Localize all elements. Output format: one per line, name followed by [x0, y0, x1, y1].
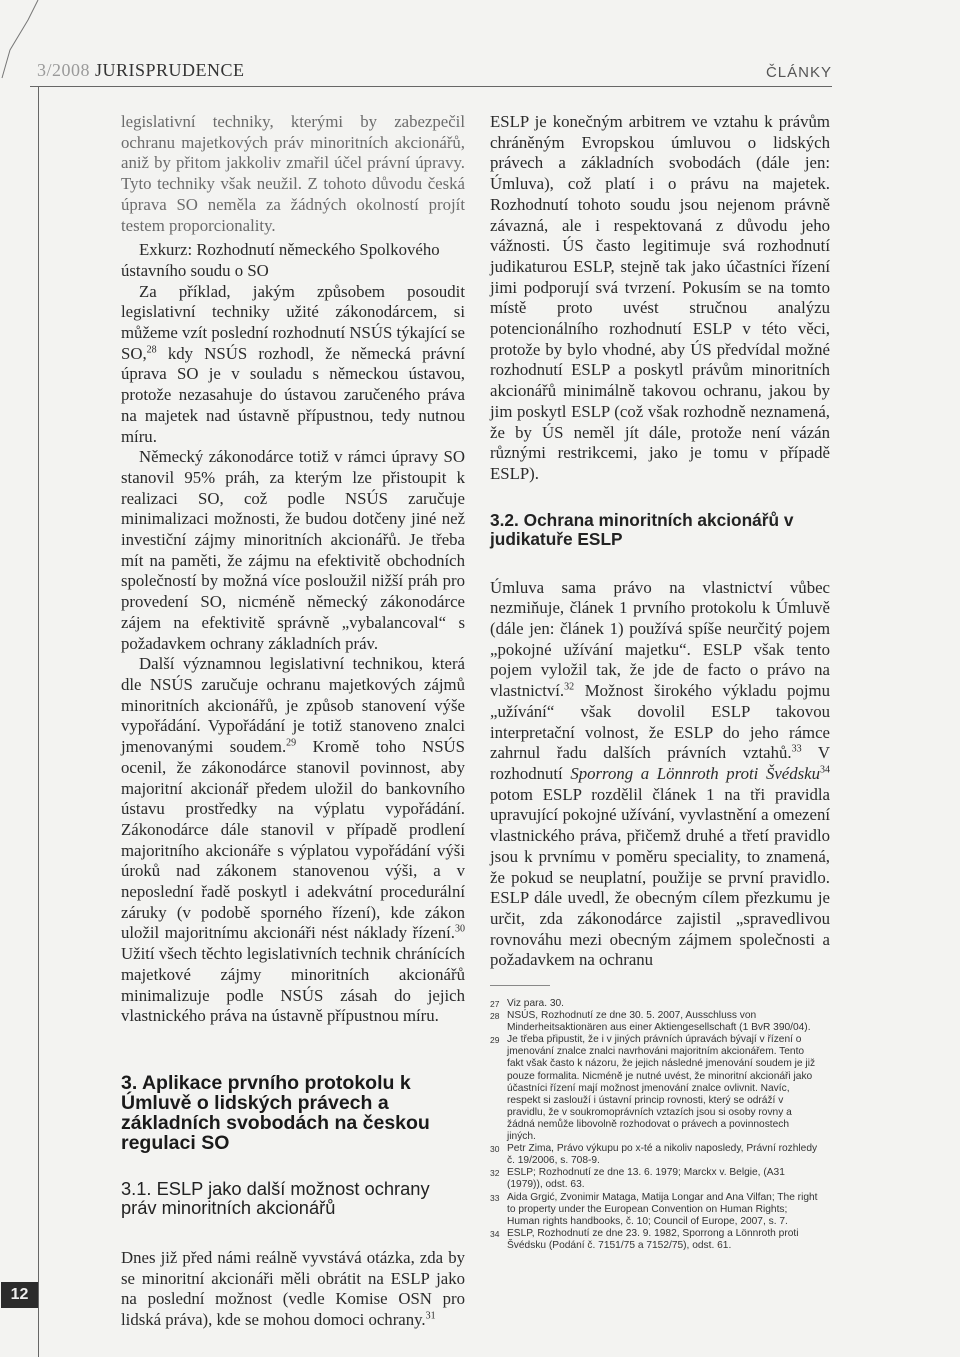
- header-rule: [30, 86, 832, 87]
- case-name: Sporrong a Lönnroth proti Švédsku: [570, 763, 821, 783]
- subsection-heading-3-2: 3.2. Ochrana minoritních akcionářů v judikatuře ESLP: [490, 509, 794, 550]
- section-label: ČLÁNKY: [765, 64, 832, 81]
- right-column: [490, 112, 830, 971]
- footnote-number: 30: [490, 1144, 500, 1155]
- section-heading-3: 3. Aplikace prvního protokolu k Úmluvě o lidských právech a základních svobodách na českou regulaci SO: [121, 1071, 430, 1154]
- footnote-ref[interactable]: 30: [455, 923, 465, 935]
- footnote-text: Je třeba připustit, že i v jiných právních úpravách bývají v řízení o jmenování znalce znalci navrhováni majoritním akcionářem. Tento fakt však často k názoru, že jejich následné jmenování soudem je již pouze formalita. Nicméně je nutné uvést, že minoritní akcionáři jako účastníci řízení mají možnost jmenování znalce ovlivnit. Navíc, respekt si zaslouží i ústavní princip rovnosti, který se odráží v pravidlu, že v soukromoprávních vztazích jsou si osoby rovny a žádná nemůže libovolně rozhodovat o právech a povinnostech jiných.: [507, 1034, 816, 1143]
- margin-rule: [38, 86, 39, 1357]
- footnote-ref[interactable]: 32: [564, 681, 575, 693]
- footnote-rule: [490, 985, 550, 986]
- footnote: [490, 1010, 820, 1034]
- journal-header: [37, 60, 245, 81]
- footnote: [490, 1192, 820, 1228]
- footnote-number: 32: [490, 1168, 500, 1179]
- paragraph: Za příklad, jakým způsobem posoudit legislativní techniky užité zákonodárcem, si můžeme vzít poslední rozhodnutí NSÚS týkající se SO,$^{28}$ kdy NSÚS rozhodl, že německá právní úprava SO je v souladu s německou ústavou, protože nezasahuje do ústavou zaručeného práva na majetek nad ústavně přípustnou, tedy nutnou míru.: [121, 281, 465, 446]
- footnote-text: Viz para. 30.: [507, 998, 565, 1009]
- footnote-number: 33: [490, 1192, 500, 1203]
- footnotes-block: [490, 998, 820, 1252]
- footnote-text: ESLP, Rozhodnutí ze dne 23. 9. 1982, Sporrong a Lönnroth proti Švédsku (Podání č. 7151/75 a 7152/75), odst. 61.: [507, 1227, 799, 1251]
- footnote-ref[interactable]: 33: [791, 743, 802, 755]
- issue-year: 3/2008: [37, 60, 91, 80]
- page-number: 12: [1, 1282, 38, 1308]
- footnote-number: 27: [490, 999, 500, 1009]
- paragraph: ESLP je konečným arbitrem ve vztahu k právům chráněným Evropskou úmluvou o lidských právech a základních svobodách (dále jen: Úmluva), což platí i o právu na majetek. Rozhodnutí tohoto soudu jsou nejenom právně závazná, ale i respektovaná z důvodu jeho vážnosti. ÚS často legitimuje svá rozhodnutí judikaturou ESLP, stejně tak jako účastníci řízení jimi podporují svá tvrzení. Pokusím se na tomto místě proto uvést stručnou analýzu potencionálního rozhodnutí ESLP v této věci, protože by bylo vhodné, aby ÚS předvídal možné rozhodnutí ESLP a poskytl právům minoritních akcionářů minimálně takovou ochranu, jakou by jim poskytl ESLP (což však rozhodně neznamená, že by ÚS neměl jít dále, protože není vázán různými restrikcemi, jako je tomu v případě ESLP).: [490, 112, 830, 483]
- footnote: [490, 1034, 820, 1143]
- subsection-heading-3-1: 3.1. ESLP jako další možnost ochrany práv minoritních akcionářů: [121, 1177, 430, 1219]
- paragraph: Úmluva sama právo na vlastnictví vůbec nezmiňuje, článek 1 prvního protokolu k Úmluvě (dále jen: článek 1) používá spíše neurčitý pojem „pokojné užívání majetku“. ESLP však tento pojem vyložil tak, že jde de facto o právo na vlastnictví.$^{32}$ Možnost širokého výkladu pojmu „užívání“ však dovolil ESLP takovou interpretační volnost, že ESLP do jeho rámce zahrnul řadu dalších právních vztahů.$^{33}$ V rozhodnutí Sporrong a Lönnroth proti Švédsku$^{34}$ potom ESLP rozdělil článek 1 na tři pravidla upravující pokojné užívání, vyvlastnění a omezení vlastnického práva, přičemž druhé a třetí pravidlo jsou k prvnímu v poměru speciality, to znamená, že pokud se neuplatní, použije se první pravidlo. ESLP dále uvedl, že obecným cílem přezkumu je určit, zda zákonodárce zajistil „spravedlivou rovnováhu mezi obecným zájmem společnosti a požadavkem na ochranu: [490, 577, 831, 970]
- footnote-number: 34: [490, 1228, 500, 1239]
- footnote-ref[interactable]: 34: [820, 764, 831, 776]
- footnote: [490, 1167, 820, 1191]
- paragraph: Další významnou legislativní technikou, která dle NSÚS zaručuje ochranu majetkových zájmů minoritních akcionářů, je způsob stanovení výše vypořádání. Vypořádání je totiž stanoveno znalci jmenovanými soudem.$^{29}$ Kromě toho NSÚS ocenil, že zákonodárce stanovil povinnost, aby majoritní akcionář předem uložil do bankovního ústavu prostředky na výplatu vypořádání. Zákonodárce dále stanovil v případě prodlení majoritního akcionáře s výplatou vypořádání výši úroků nad zákonem stanovenou výši, a v neposlední řadě poskytl i adekvátní procedurální záruky (v podobě sporného řízení), kde zákon uložil majoritnímu akcionáři nést náklady řízení.$^{30}$ Užití všech těchto legislativních technik chránících majetkové zájmy minoritních akcionářů minimalizuje podle NSÚS zásah do jejich vlastnického práva na ústavně přípustnou míru.: [121, 654, 465, 1026]
- left-column: [121, 112, 465, 1331]
- paragraph: legislativní techniky, kterými by zabezpečil ochranu majetkových práv minoritních akcionářů, aniž by přitom jakkoliv zmařil účel právní úpravy. Tyto techniky však neužil. Z tohoto důvodu česká úprava SO neměla za žádných okolností projít testem proporcionality.: [121, 112, 465, 235]
- footnote: [490, 1143, 820, 1167]
- footnote-ref[interactable]: 31: [425, 1310, 436, 1322]
- footnote-number: 29: [490, 1035, 500, 1046]
- footnote-ref[interactable]: 28: [146, 344, 157, 356]
- footnote: [490, 998, 820, 1010]
- footnote-text: Aida Grgić, Zvonimir Mataga, Matija Longar and Ana Vilfan; The right to property under the European Convention on Human Rights; Human rights handbooks, č. 10; Council of Europe, 2007, s. 7.: [507, 1191, 818, 1227]
- footnote-text: Petr Zima, Právo výkupu po x-té a nikoliv naposledy, Právní rozhledy č. 19/2006, s. 708-9.: [507, 1143, 818, 1167]
- excursus-heading: Exkurz: Rozhodnutí německého Spolkového ústavního soudu o SO: [121, 240, 440, 280]
- paragraph: Dnes již před námi reálně vyvstává otázka, zda by se minoritní akcionáři měli obrátit na ESLP jako na poslední možnost (vedle Komise OSN pro lidská práva), kde se mohou domoci ochrany.$^{31}$: [121, 1247, 465, 1330]
- paragraph: Německý zákonodárce totiž v rámci úpravy SO stanovil 95% práh, za kterým lze přistoupit k realizaci SO, což podle NSÚS zaručuje minimalizaci možnosti, že budou dotčeny jiné než investiční zájmy minoritních akcionářů. Je třeba mít na paměti, že zájmu na efektivitě obchodních společností by možná více posloužil nižší práh pro provedení SO, nicméně německý zákonodárce zájem na efektivitě správně „vybalancoval“ s požadavkem ochrany základních práv.: [121, 447, 465, 653]
- footnote-text: ESLP; Rozhodnutí ze dne 13. 6. 1979; Marckx v. Belgie, (A31 (1979)), odst. 63.: [507, 1167, 785, 1191]
- corner-page-curl: [0, 0, 40, 90]
- footnote: [490, 1228, 820, 1252]
- footnote-ref[interactable]: 29: [286, 737, 297, 749]
- journal-name: JURISPRUDENCE: [95, 60, 245, 80]
- footnote-number: 28: [490, 1011, 500, 1022]
- footnote-text: NSÚS, Rozhodnutí ze dne 30. 5. 2007, Ausschluss von Minderheitsaktionären aus einer Aktiengesellschaft (1 BvR 390/04).: [507, 1010, 811, 1034]
